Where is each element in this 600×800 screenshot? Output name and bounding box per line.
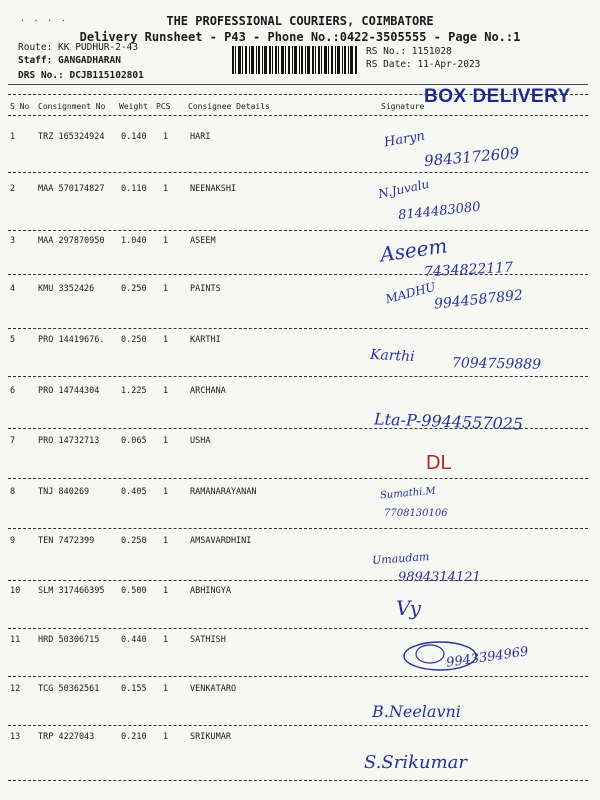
signature-4: MADHU bbox=[384, 279, 438, 307]
row-consignee: ASEEM bbox=[190, 236, 216, 246]
row-consignee: PAINTS bbox=[190, 284, 221, 294]
row-pcs: 1 bbox=[163, 635, 169, 645]
row-weight: 1.225 bbox=[121, 386, 147, 396]
row-consignment: TEN 7472399 bbox=[38, 536, 95, 546]
row-sno: 13 bbox=[10, 732, 21, 742]
row-consignee: SATHISH bbox=[190, 635, 226, 645]
runsheet-subtitle: Delivery Runsheet - P43 - Phone No.:0422-3505555 - Page No.:1 bbox=[79, 30, 521, 44]
row-divider bbox=[8, 478, 588, 479]
row-weight: 0.155 bbox=[121, 684, 147, 694]
row-consignment: MAA 297870950 bbox=[38, 236, 105, 246]
row-consignee: KARTHI bbox=[190, 335, 221, 345]
route-label: Route: KK PUDHUR-2-43 bbox=[18, 42, 139, 53]
row-consignment: KMU 3352426 bbox=[38, 284, 95, 294]
row-pcs: 1 bbox=[163, 132, 169, 142]
signature-11: 9943394969 bbox=[445, 644, 530, 671]
row-consignment: PRO 14419676. bbox=[38, 335, 105, 345]
row-pcs: 1 bbox=[163, 536, 169, 546]
row-pcs: 1 bbox=[163, 732, 169, 742]
signature-2: N.Juvalu bbox=[377, 176, 431, 202]
col-header-consignee: Consignee Details bbox=[188, 102, 270, 111]
row-sno: 12 bbox=[10, 684, 21, 694]
barcode bbox=[232, 46, 358, 74]
row-divider bbox=[8, 580, 588, 581]
signature-8: Sumathi.M bbox=[379, 485, 437, 502]
row-sno: 5 bbox=[10, 335, 16, 345]
row-weight: 0.250 bbox=[121, 284, 147, 294]
row-sno: 10 bbox=[10, 586, 21, 596]
row-divider bbox=[8, 428, 588, 429]
row-weight: 0.250 bbox=[121, 536, 147, 546]
row-weight: 0.250 bbox=[121, 335, 147, 345]
box-delivery-stamp: BOX DELIVERY bbox=[424, 86, 571, 107]
row-pcs: 1 bbox=[163, 284, 169, 294]
signature-12: B.Neelavni bbox=[372, 702, 461, 721]
signature-6: Lta-P-9944557025 bbox=[373, 409, 524, 434]
row-consignment: MAA 570174827 bbox=[38, 184, 105, 194]
table-row bbox=[0, 732, 600, 782]
drs-number: DRS No.: DCJB115102801 bbox=[18, 70, 144, 81]
table-row bbox=[0, 536, 600, 586]
row-sno: 7 bbox=[10, 436, 16, 446]
rs-date: RS Date: 11-Apr-2023 bbox=[366, 59, 481, 70]
row-weight: 0.140 bbox=[121, 132, 147, 142]
row-divider bbox=[8, 780, 588, 781]
row-consignee: HARI bbox=[190, 132, 211, 142]
signature-1: Haryn bbox=[383, 128, 427, 151]
row-weight: 0.500 bbox=[121, 586, 147, 596]
row-weight: 0.405 bbox=[121, 487, 147, 497]
row-divider bbox=[8, 528, 588, 529]
row-consignee: USHA bbox=[190, 436, 211, 446]
signature-phone-3: 7434822117 bbox=[423, 259, 514, 281]
table-row bbox=[0, 184, 600, 234]
row-sno: 1 bbox=[10, 132, 16, 142]
row-divider bbox=[8, 274, 588, 275]
signature-7: DL bbox=[426, 452, 452, 474]
table-row bbox=[0, 684, 600, 734]
row-consignee: RAMANARAYANAN bbox=[190, 487, 257, 497]
row-consignment: TNJ 840269 bbox=[38, 487, 90, 497]
row-pcs: 1 bbox=[163, 487, 169, 497]
col-header-pcs: PCS bbox=[156, 102, 171, 111]
row-consignee: ARCHANA bbox=[190, 386, 226, 396]
header-rule bbox=[8, 84, 588, 85]
row-sno: 4 bbox=[10, 284, 16, 294]
row-sno: 3 bbox=[10, 236, 16, 246]
staff-label: Staff: GANGADHARAN bbox=[18, 55, 121, 66]
row-consignee: NEENAKSHI bbox=[190, 184, 237, 194]
page-title: THE PROFESSIONAL COURIERS, COIMBATORE bbox=[166, 14, 434, 28]
row-pcs: 1 bbox=[163, 586, 169, 596]
row-consignee: SRIKUMAR bbox=[190, 732, 231, 742]
row-sno: 11 bbox=[10, 635, 21, 645]
row-sno: 9 bbox=[10, 536, 16, 546]
row-pcs: 1 bbox=[163, 436, 169, 446]
row-consignment: HRD 50306715 bbox=[38, 635, 100, 645]
col-header-consignment: Consignment No bbox=[38, 102, 106, 111]
row-divider bbox=[8, 628, 588, 629]
row-consignee: AMSAVARDHINI bbox=[190, 536, 252, 546]
corner-dots: · · · · bbox=[20, 16, 68, 25]
row-divider bbox=[8, 328, 588, 329]
signature-10: Vy bbox=[396, 596, 421, 620]
row-consignee: ABHINGYA bbox=[190, 586, 231, 596]
signature-phone-9: 9894314121 bbox=[398, 570, 481, 585]
row-weight: 0.110 bbox=[121, 184, 147, 194]
row-sno: 6 bbox=[10, 386, 16, 396]
table-header-rule bbox=[8, 115, 588, 116]
signature-13: S.Srikumar bbox=[364, 752, 468, 773]
row-divider bbox=[8, 230, 588, 231]
row-divider bbox=[8, 676, 588, 677]
signature-9: Umaudam bbox=[371, 550, 430, 567]
row-divider bbox=[8, 172, 588, 173]
rs-number: RS No.: 1151028 bbox=[366, 46, 452, 57]
row-weight: 0.210 bbox=[121, 732, 147, 742]
row-consignment: TRP 4227043 bbox=[38, 732, 95, 742]
table-row bbox=[0, 487, 600, 537]
signature-5: Karthi bbox=[369, 346, 416, 366]
row-sno: 2 bbox=[10, 184, 16, 194]
col-header-sno: S No bbox=[10, 102, 30, 111]
row-divider bbox=[8, 376, 588, 377]
signature-phone-5: 7094759889 bbox=[451, 355, 542, 373]
row-consignment: TRZ 165324924 bbox=[38, 132, 105, 142]
col-header-signature: Signature bbox=[381, 102, 425, 111]
row-consignment: SLM 317466395 bbox=[38, 586, 105, 596]
row-pcs: 1 bbox=[163, 386, 169, 396]
signature-phone-8: 7708130106 bbox=[384, 508, 448, 519]
row-pcs: 1 bbox=[163, 684, 169, 694]
signature-3: Aseem bbox=[378, 233, 449, 267]
row-pcs: 1 bbox=[163, 184, 169, 194]
col-header-weight: Weight bbox=[119, 102, 148, 111]
row-consignment: PRO 14744304 bbox=[38, 386, 100, 396]
signature-phone-2: 8144483080 bbox=[397, 199, 482, 224]
row-sno: 8 bbox=[10, 487, 16, 497]
signature-phone-4: 9944587892 bbox=[433, 287, 524, 313]
signature-phone-1: 9843172609 bbox=[423, 143, 521, 171]
row-pcs: 1 bbox=[163, 236, 169, 246]
row-divider bbox=[8, 725, 588, 726]
row-pcs: 1 bbox=[163, 335, 169, 345]
row-consignment: PRO 14732713 bbox=[38, 436, 100, 446]
row-consignee: VENKATARO bbox=[190, 684, 237, 694]
row-weight: 1.040 bbox=[121, 236, 147, 246]
row-weight: 0.440 bbox=[121, 635, 147, 645]
row-consignment: TCG 50362561 bbox=[38, 684, 100, 694]
row-weight: 0.065 bbox=[121, 436, 147, 446]
